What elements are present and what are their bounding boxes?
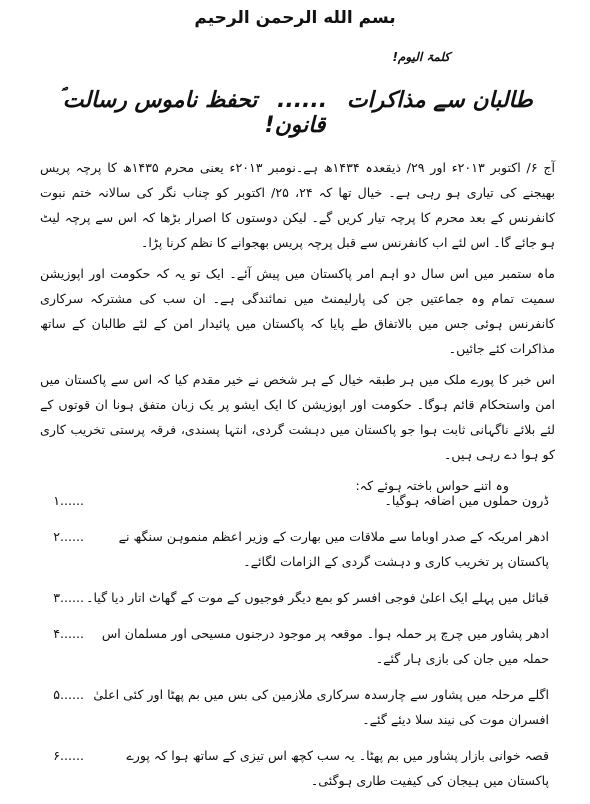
list-item-text: قبائل میں پہلے ایک اعلیٰ فوجی افسر کو بمع دیگر فوجیوں کے موت کے گھاٹ اتار دیا گیا۔ xyxy=(86,590,549,605)
numbered-list xyxy=(40,488,555,804)
title-right: تحفظ ناموس رسالت ؐ قانون! xyxy=(57,88,326,138)
title-separator: ...... xyxy=(276,88,328,113)
list-item-number: ۲...... xyxy=(53,529,84,544)
paragraph: وہ اتنے حواس باختہ ہوئے کہ: xyxy=(355,478,509,493)
list-item xyxy=(40,621,555,671)
title-left: طالبان سے مذاکرات xyxy=(346,88,533,113)
list-item xyxy=(40,488,555,513)
list-item-text: ڈرون حملوں میں اضافہ ہوگیا۔ xyxy=(384,493,549,508)
paragraph: آج ۶/ اکتوبر ۲۰۱۳ء اور ۲۹/ ذیقعدہ ۱۴۳۴ھ ہے۔نومبر ۲۰۱۳ء یعنی محرم ۱۴۳۵ھ کا پرچہ پریس بھیجنے کی تیاری ہو رہی ہے۔ خیال تھا کہ ۲۴، ۲۵/ اکتوبر کو چناب نگر کی سالانہ ختم نبوت کانفرنس کے بعد محرم کا پرچہ تیار کریں گے۔ لیکن دوستوں کا اصرار بڑھا کہ اس سے پرچہ لیٹ ہو جائے گا۔ اس لئے اب کانفرنس سے قبل پرچہ پریس بھجوانے کا نظم کرنا پڑا۔ xyxy=(40,160,555,250)
list-item xyxy=(40,743,555,793)
list-item-number: ۶...... xyxy=(53,748,84,763)
list-item-text: اگلے مرحلہ میں پشاور سے چارسدہ سرکاری ملازمین کی بس میں بم پھٹا اور کئی اعلیٰ افسران موت کی نیند سلا دیئے گئے۔ xyxy=(93,687,549,727)
bismillah-heading: بسم الله الرحمن الرحیم xyxy=(194,8,396,28)
article-body xyxy=(40,155,555,504)
paragraph: اس خبر کا پورے ملک میں ہر طبقہ خیال کے ہر شخص نے خیر مقدم کیا کہ اس سے پاکستان میں امن واستحکام قائم ہوگا۔ حکومت اور اپوزیشن کا ایک ایشو پر یک زبان متفق ہونا ان قوتوں کے لئے بلائے ناگہانی ثابت ہوا جو پاکستان میں دہشت گردی، انتہا پسندی، فرقہ پرستی تخریب کاری کو ہوا دے رہی ہیں۔ xyxy=(40,372,555,462)
list-item-text: ادھر امریکہ کے صدر اوباما سے ملاقات میں بھارت کے وزیر اعظم منموہن سنگھ نے پاکستان پر تخریب کاری و دہشت گردی کے الزامات لگائے۔ xyxy=(118,529,549,569)
list-item-number: ۵...... xyxy=(53,687,84,702)
list-item-number: ۴...... xyxy=(53,626,84,641)
kalma-label: کلمۃ الیوم! xyxy=(392,50,450,64)
list-item-number: ۳...... xyxy=(53,590,84,605)
list-item-text: ادھر پشاور میں چرچ پر حملہ ہوا۔ موقعہ پر موجود درجنوں مسیحی اور مسلمان اس حملہ میں جان کی بازی ہار گئے۔ xyxy=(101,626,549,666)
list-item xyxy=(40,585,555,610)
list-item xyxy=(40,524,555,574)
article-title xyxy=(30,88,560,138)
list-item-number: ۱...... xyxy=(53,493,84,508)
list-item xyxy=(40,682,555,732)
list-item-text: قصہ خوانی بازار پشاور میں بم پھٹا۔ یہ سب کچھ اس تیزی کے ساتھ ہوا کہ پورے پاکستان میں ہیجان کی کیفیت طاری ہوگئی۔ xyxy=(126,748,549,788)
paragraph: ماہ ستمبر میں اس سال دو اہم امر پاکستان میں پیش آئے۔ ایک تو یہ کہ حکومت اور اپوزیشن سمیت تمام وہ جماعتیں جن کی پارلیمنٹ میں نمائندگی ہے۔ ان سب کی مشترکہ سرکاری کانفرنس ہوئی جس میں بالاتفاق طے پایا کہ پاکستان میں پائیدار امن کے لئے طالبان کے ساتھ مذاکرات کئے جائیں۔ xyxy=(40,266,555,356)
